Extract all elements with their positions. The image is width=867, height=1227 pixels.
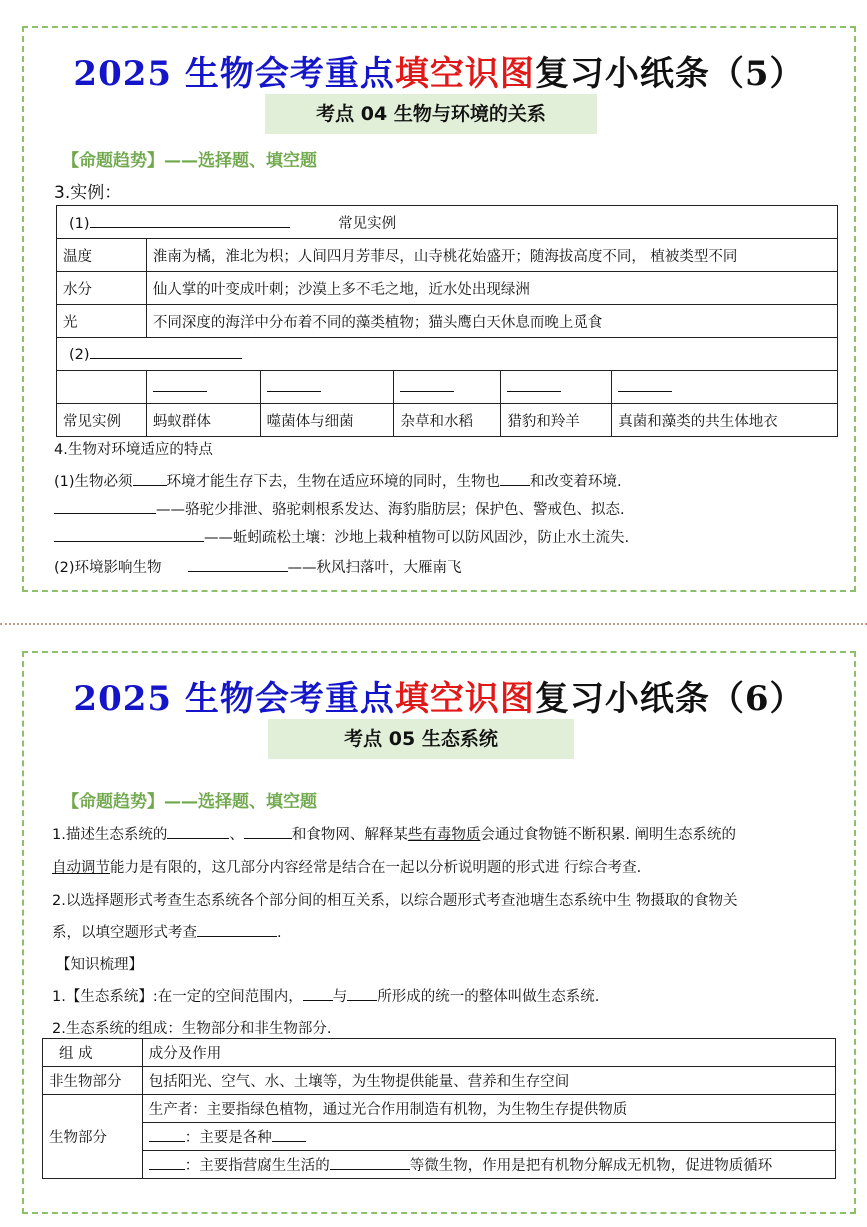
- header-composition: 组 成: [43, 1039, 143, 1067]
- page-separator: [0, 623, 867, 625]
- table-row: [43, 1039, 836, 1067]
- adapt-line-1: (1)生物必须 环境才能生存下去，生物在适应环境的同时，生物也 和改变着环境.: [54, 474, 622, 490]
- description-line-2: 自动调节能力是有限的，这几部分内容经常是结合在一起以分析说明题的形式进 行综合考查.: [52, 860, 642, 876]
- title-part-c: 复习小纸条（5）: [534, 54, 805, 94]
- table-row: [57, 338, 838, 371]
- answer-blank[interactable]: [153, 378, 207, 392]
- table-row: [43, 1123, 836, 1151]
- answer-blank[interactable]: [149, 1156, 185, 1170]
- topic-subtitle: 考点 04 生物与环境的关系: [265, 94, 597, 134]
- example-cell: 不同深度的海洋中分布着不同的藻类植物；猫头鹰白天休息而晚上觅食: [146, 305, 837, 338]
- title-part-c: 复习小纸条（6）: [534, 679, 805, 719]
- description-line-4: 系，以填空题形式考查 .: [52, 925, 282, 941]
- title-year: 2025: [73, 679, 185, 719]
- answer-blank[interactable]: [133, 472, 167, 486]
- card-title: [24, 46, 854, 95]
- answer-blank[interactable]: [507, 378, 561, 392]
- answer-blank[interactable]: [167, 825, 229, 839]
- part1-prefix: (1): [69, 215, 90, 232]
- relation-example: 真菌和藻类的共生体地衣: [612, 404, 838, 437]
- row-label-biotic: 生物部分: [43, 1095, 143, 1179]
- answer-blank[interactable]: [90, 214, 290, 228]
- answer-blank[interactable]: [54, 500, 156, 514]
- adapt-heading: 4.生物对环境适应的特点: [54, 442, 213, 458]
- description-line-1: 1.描述生态系统的 、 和食物网、解释某些有毒物质会通过食物链不断积累. 阐明生态系统的: [52, 827, 737, 843]
- table-row: [43, 1095, 836, 1123]
- decomposer-description: ：主要指营腐生生活的 等微生物，作用是把有机物分解成无机物，促进物质循环: [142, 1151, 835, 1179]
- answer-blank[interactable]: [197, 923, 277, 937]
- title-part-b: 填空识图: [394, 54, 535, 94]
- answer-blank[interactable]: [90, 345, 242, 359]
- ecosystem-composition-table: [42, 1038, 836, 1179]
- answer-blank[interactable]: [618, 378, 672, 392]
- answer-blank[interactable]: [500, 472, 530, 486]
- part2-prefix: (2): [69, 347, 90, 363]
- factor-cell: 水分: [57, 272, 147, 305]
- producer-description: 生产者：主要指绿色植物，通过光合作用制造有机物，为生物生存提供物质: [142, 1095, 835, 1123]
- adapt-line-3: ——蚯蚓疏松土壤：沙地上栽种植物可以防风固沙，防止水土流失.: [54, 526, 629, 547]
- answer-blank[interactable]: [400, 378, 454, 392]
- relation-example: 杂草和水稻: [394, 404, 501, 437]
- examples-label: 常见实例: [57, 404, 147, 437]
- answer-blank[interactable]: [330, 1156, 410, 1170]
- answer-blank[interactable]: [188, 558, 288, 572]
- example-heading: 3.实例：: [54, 183, 122, 203]
- card-title: [24, 671, 854, 720]
- description-line-3: 2.以选择题形式考查生态系统各个部分间的相互关系，以综合题形式考查池塘生态系统中生 物摄取的食物关: [52, 893, 738, 909]
- adapt-line-4: (2)环境影响生物 ——秋风扫落叶，大雁南飞: [54, 560, 462, 576]
- topic-subtitle: 考点 05 生态系统: [268, 719, 574, 759]
- example-cell: 仙人掌的叶变成叶刺；沙漠上多不毛之地，近水处出现绿洲: [146, 272, 837, 305]
- answer-blank[interactable]: [244, 825, 292, 839]
- answer-blank[interactable]: [149, 1128, 185, 1142]
- answer-blank[interactable]: [303, 987, 333, 1001]
- answer-blank[interactable]: [347, 987, 377, 1001]
- review-card-5: [22, 26, 856, 592]
- table-row: [57, 305, 838, 338]
- table-row: [57, 371, 838, 404]
- adapt-line-2: ——骆驼少排泄、骆驼刺根系发达、海豹脂肪层；保护色、警戒色、拟态.: [54, 498, 625, 519]
- factor-cell: 光: [57, 305, 147, 338]
- table-row: [43, 1151, 836, 1179]
- header-function: 成分及作用: [142, 1039, 835, 1067]
- answer-blank[interactable]: [267, 378, 321, 392]
- review-card-6: [22, 651, 856, 1214]
- relation-example: 蚂蚁群体: [146, 404, 260, 437]
- relation-example: 猎豹和羚羊: [501, 404, 612, 437]
- knowledge-heading: 【知识梳理】: [56, 957, 143, 973]
- table-row: [57, 239, 838, 272]
- title-part-a: 生物会考重点: [184, 54, 395, 94]
- knowledge-line-1: 1.【生态系统】:在一定的空间范围内， 与 所形成的统一的整体叫做生态系统.: [52, 989, 600, 1005]
- consumer-description: ：主要是各种: [142, 1123, 835, 1151]
- table-row: [43, 1067, 836, 1095]
- table-row: [57, 206, 838, 239]
- title-year: 2025: [73, 54, 185, 94]
- row-label-abiotic: 非生物部分: [43, 1067, 143, 1095]
- example-cell: 淮南为橘，淮北为枳；人间四月芳菲尽，山寺桃花始盛开；随海拔高度不同， 植被类型不同: [146, 239, 837, 272]
- factor-cell: 温度: [57, 239, 147, 272]
- table-row: [57, 404, 838, 437]
- abiotic-description: 包括阳光、空气、水、土壤等，为生物提供能量、营养和生存空间: [142, 1067, 835, 1095]
- question-trend: 【命题趋势】——选择题、填空题: [62, 792, 317, 812]
- relation-example: 噬菌体与细菌: [260, 404, 394, 437]
- question-trend: 【命题趋势】——选择题、填空题: [62, 151, 317, 171]
- table-row: [57, 272, 838, 305]
- answer-blank[interactable]: [272, 1128, 306, 1142]
- knowledge-line-2: 2.生态系统的组成：生物部分和非生物部分.: [52, 1021, 332, 1037]
- title-part-b: 填空识图: [394, 679, 535, 719]
- title-part-a: 生物会考重点: [184, 679, 395, 719]
- header-column-label: 常见实例: [338, 215, 397, 232]
- answer-blank[interactable]: [54, 528, 204, 542]
- environment-factor-table: [56, 205, 838, 437]
